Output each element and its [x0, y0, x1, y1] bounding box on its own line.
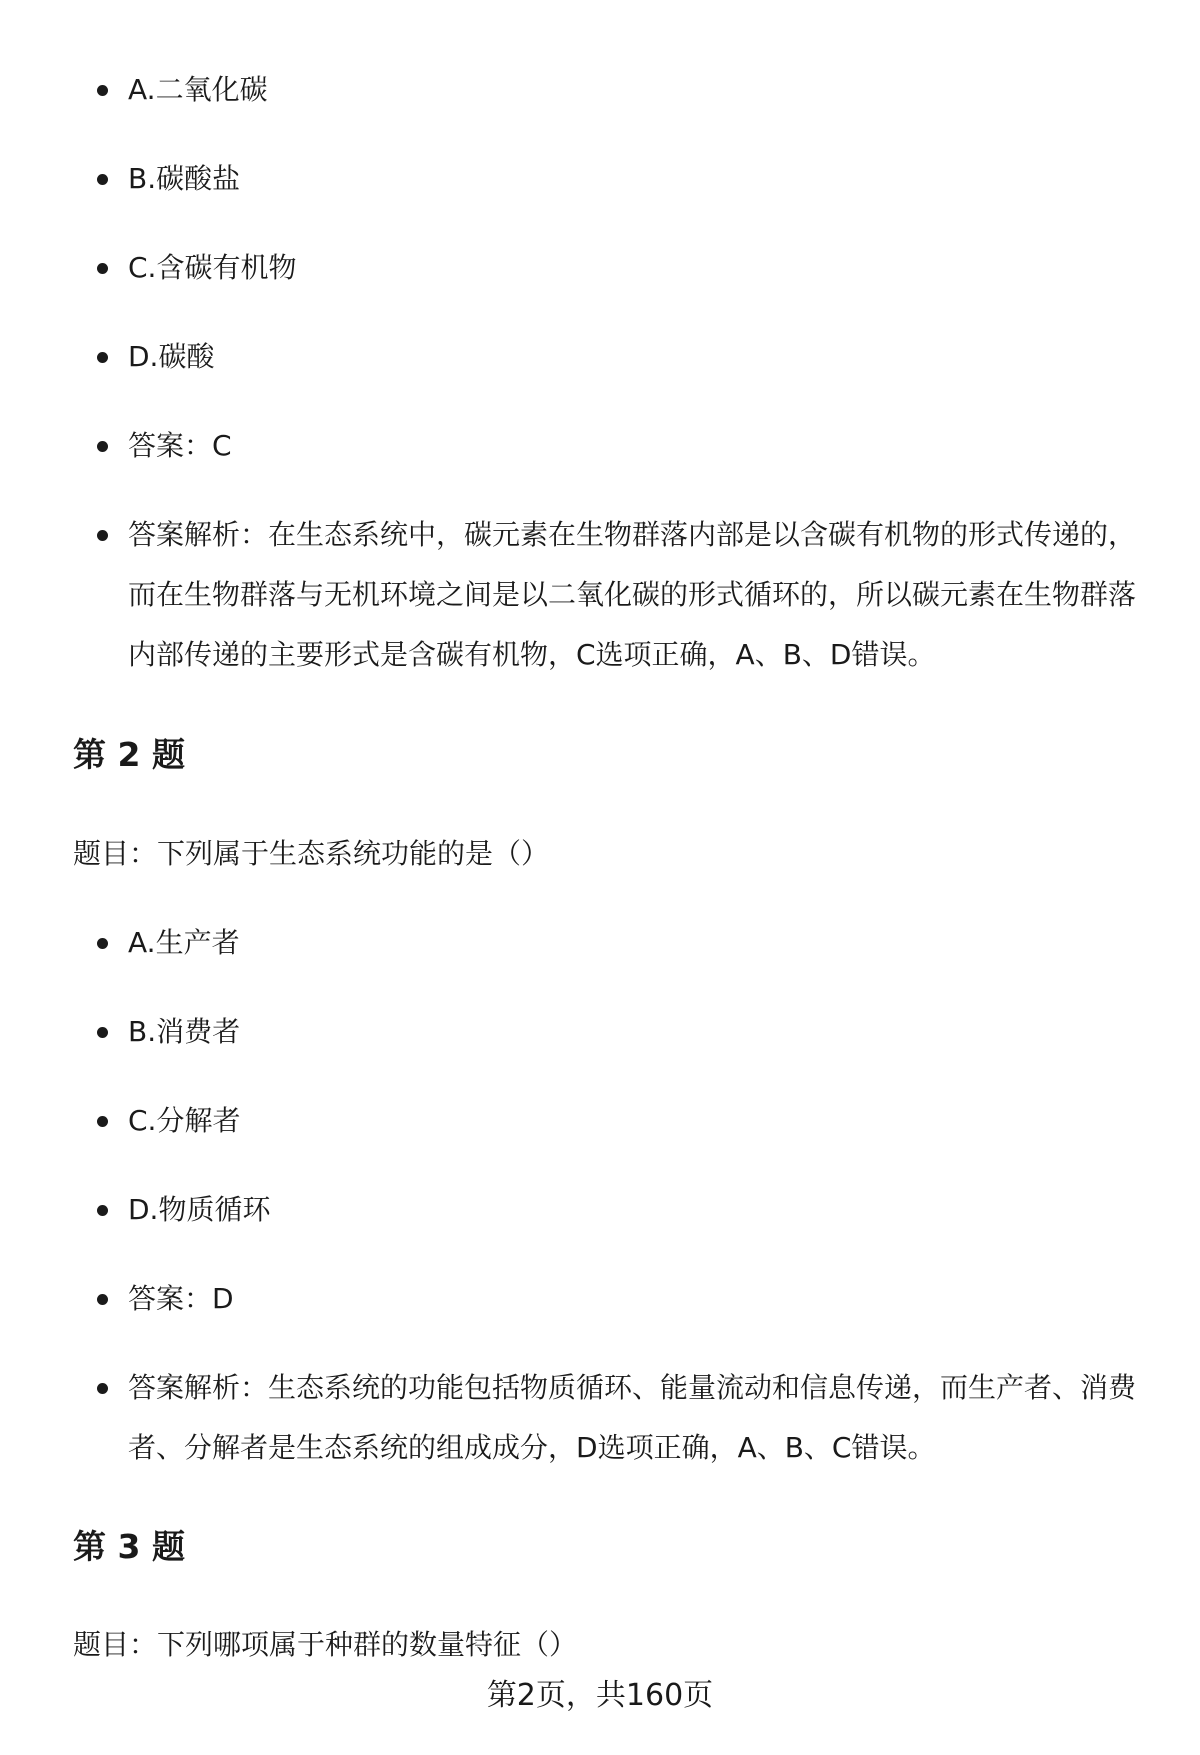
bullet-icon	[97, 1294, 108, 1305]
option-text: C.含碳有机物	[128, 251, 297, 284]
explanation-text: 答案解析：在生态系统中，碳元素在生物群落内部是以含碳有机物的形式传递的，而在生物群落与无机环境之间是以二氧化碳的形式循环的，所以碳元素在生物群落内部传递的主要形式是含碳有机物，C选项正确，A、B、D错误。	[128, 518, 1137, 671]
option-text: A.生产者	[128, 926, 240, 959]
q3-heading: 第 3 题	[73, 1527, 185, 1566]
bullet-icon	[97, 1383, 108, 1394]
option-text: B.碳酸盐	[128, 162, 241, 195]
option-text: D.碳酸	[128, 340, 215, 373]
option-text: C.分解者	[128, 1104, 241, 1137]
option-text: B.消费者	[128, 1015, 241, 1048]
bullet-icon	[97, 85, 108, 96]
bullet-icon	[97, 1116, 108, 1127]
option-text: D.物质循环	[128, 1193, 271, 1226]
q3-question: 题目：下列哪项属于种群的数量特征（）	[73, 1628, 578, 1661]
answer-text: 答案：C	[128, 429, 232, 462]
bullet-icon	[97, 938, 108, 949]
explanation-text: 答案解析：生态系统的功能包括物质循环、能量流动和信息传递，而生产者、消费者、分解者是生态系统的组成成分，D选项正确，A、B、C错误。	[128, 1371, 1137, 1464]
answer-text: 答案：D	[128, 1282, 234, 1315]
q2-heading: 第 2 题	[73, 735, 185, 774]
bullet-icon	[97, 530, 108, 541]
bullet-icon	[97, 1027, 108, 1038]
bullet-icon	[97, 352, 108, 363]
page-number-footer: 第2页，共160页	[486, 1678, 714, 1713]
bullet-icon	[97, 1205, 108, 1216]
bullet-icon	[97, 263, 108, 274]
q2-question: 题目：下列属于生态系统功能的是（）	[73, 837, 550, 870]
bullet-icon	[97, 441, 108, 452]
option-text: A.二氧化碳	[128, 73, 268, 106]
bullet-icon	[97, 174, 108, 185]
